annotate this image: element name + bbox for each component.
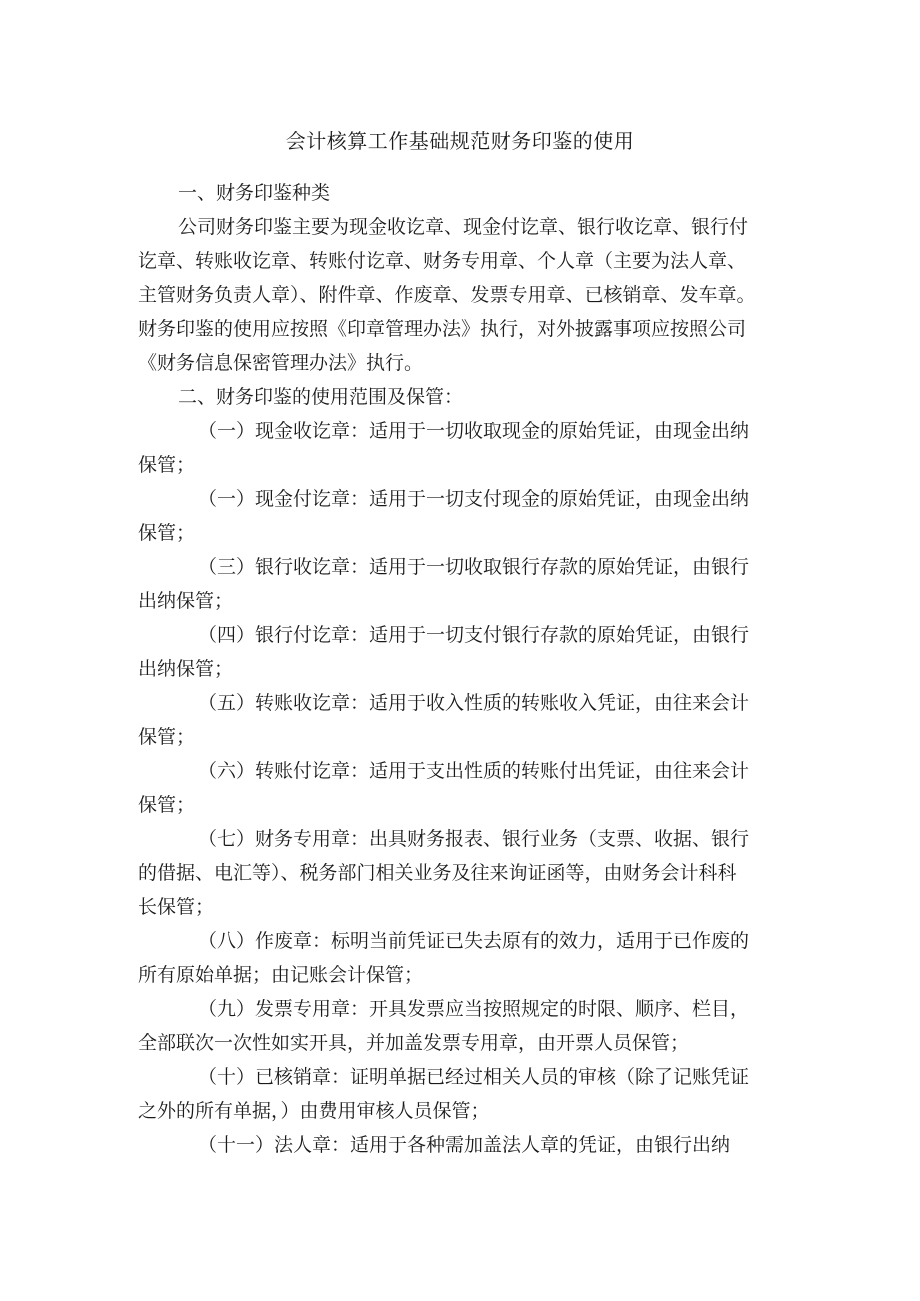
list-item: （八）作废章：标明当前凭证已失去原有的效力，适用于已作废的 [198,930,750,952]
list-item: （三）银行收讫章：适用于一切收取银行存款的原始凭证，由银行 [198,556,750,578]
page-title: 会计核算工作基础规范财务印鉴的使用 [285,129,635,153]
list-item: （六）转账付讫章：适用于支出性质的转账付出凭证，由往来会计 [198,760,750,782]
list-item-continued: 保管； [138,454,196,476]
list-item: （十一）法人章：适用于各种需加盖法人章的凭证，由银行出纳 [198,1134,731,1156]
list-item: （七）财务专用章：出具财务报表、银行业务（支票、收据、银行 [198,828,750,850]
paragraph-line: 《财务信息保密管理办法》执行。 [138,352,424,374]
list-item-continued: 出纳保管； [138,658,234,680]
list-item: （一）现金收讫章：适用于一切收取现金的原始凭证，由现金出纳 [198,420,750,442]
list-item-continued: 之外的所有单据，）由费用审核人员保管； [138,1100,490,1122]
list-item-continued: 保管； [138,522,196,544]
paragraph-line: 财务印鉴的使用应按照《印章管理办法》执行，对外披露事项应按照公司 [138,318,747,340]
paragraph-line: 主管财务负责人章）、附件章、作废章、发票专用章、已核销章、发车章。 [138,284,756,306]
list-item-continued: 保管； [138,726,196,748]
section-heading: 二、财务印鉴的使用范围及保管： [178,386,464,408]
list-item: （四）银行付讫章：适用于一切支付银行存款的原始凭证，由银行 [198,624,750,646]
section-heading: 一、财务印鉴种类 [178,182,331,204]
list-item-continued: 所有原始单据；由记账会计保管； [138,964,424,986]
list-item: （九）发票专用章：开具发票应当按照规定的时限、顺序、栏目， [198,998,750,1020]
list-item-continued: 的借据、电汇等）、税务部门相关业务及往来询证函等，由财务会计科科 [138,862,737,884]
list-item: （十）已核销章：证明单据已经过相关人员的审核（除了记账凭证 [198,1066,750,1088]
list-item-continued: 长保管； [138,896,215,918]
paragraph-line: 讫章、转账收讫章、转账付讫章、财务专用章、个人章（主要为法人章、 [138,250,747,272]
list-item: （一）现金付讫章：适用于一切支付现金的原始凭证，由现金出纳 [198,488,750,510]
list-item-continued: 全部联次一次性如实开具，并加盖发票专用章，由开票人员保管； [138,1032,690,1054]
list-item-continued: 出纳保管； [138,590,234,612]
list-item: （五）转账收讫章：适用于收入性质的转账收入凭证，由往来会计 [198,692,750,714]
document-body [138,176,786,1162]
paragraph-line: 公司财务印鉴主要为现金收讫章、现金付讫章、银行收讫章、银行付 [178,216,749,238]
list-item-continued: 保管； [138,794,196,816]
